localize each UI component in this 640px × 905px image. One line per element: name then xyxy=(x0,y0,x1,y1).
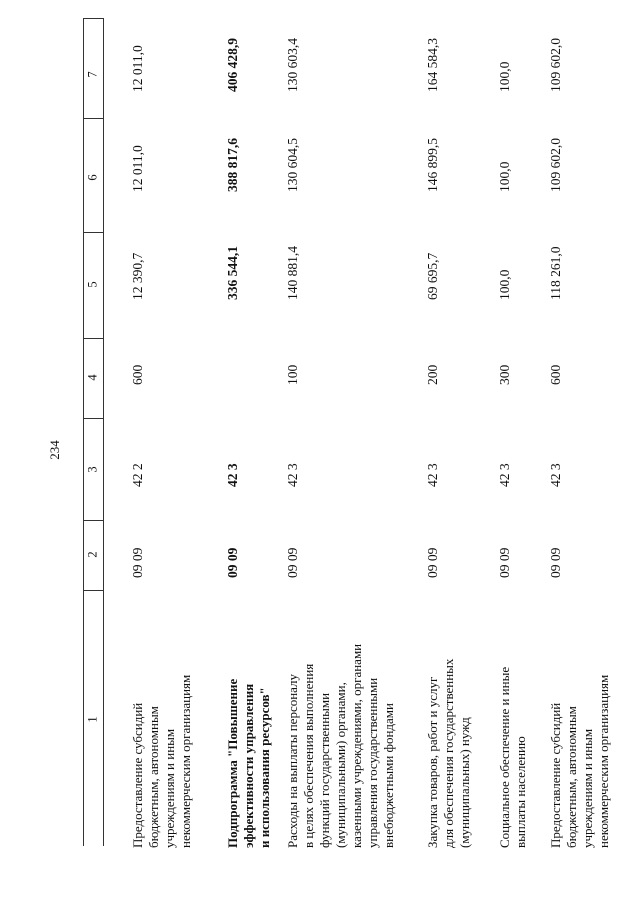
row-cell-c2: 09 09 xyxy=(285,547,300,578)
col-sep xyxy=(83,338,103,339)
row-name-line: бюджетным, автономным xyxy=(146,706,161,848)
row-cell-c6: 388 817,6 xyxy=(225,138,240,192)
row-name-line: Подпрограмма "Повышение xyxy=(225,678,240,848)
row-name-line: (муниципальными) органами, xyxy=(333,682,348,848)
column-header-5: 5 xyxy=(85,281,100,288)
row-name-line: некоммерческим организациям xyxy=(596,674,611,848)
row-name-line: Закупка товаров, работ и услуг xyxy=(425,676,440,848)
row-cell-c5: 140 881,4 xyxy=(285,246,300,300)
row-name-line: Расходы на выплаты персоналу xyxy=(285,673,300,848)
row-cell-c3: 42 2 xyxy=(130,463,145,487)
row-cell-c4: 100 xyxy=(285,364,300,385)
row-cell-c7: 164 584,3 xyxy=(425,38,440,92)
col-sep xyxy=(83,520,103,521)
row-cell-c6: 146 899,5 xyxy=(425,138,440,192)
row-cell-c7: 406 428,9 xyxy=(225,38,240,92)
column-header-3: 3 xyxy=(85,466,100,473)
row-name-line: Предоставление субсидий xyxy=(130,702,145,848)
row-cell-c7: 12 011,0 xyxy=(130,45,145,92)
column-header-4: 4 xyxy=(85,374,100,381)
row-name-line: бюджетным, автономным xyxy=(564,706,579,848)
row-name-line: управления государственными xyxy=(365,677,380,848)
row-name-line: Предоставление субсидий xyxy=(548,702,563,848)
row-name-line: казенными учреждениями, органами xyxy=(349,643,364,848)
row-name-line: выплаты населению xyxy=(513,736,528,848)
row-cell-c3: 42 3 xyxy=(425,463,440,487)
col-sep xyxy=(83,118,103,119)
column-header-1: 1 xyxy=(85,716,100,723)
page-number: 234 xyxy=(47,440,62,460)
col-sep xyxy=(83,590,103,591)
row-cell-c4: 600 xyxy=(548,364,563,385)
col-sep xyxy=(83,418,103,419)
col-sep xyxy=(83,232,103,233)
column-header-6: 6 xyxy=(85,174,100,181)
column-header-7: 7 xyxy=(85,71,100,78)
row-cell-c2: 09 09 xyxy=(497,547,512,578)
col-sep xyxy=(83,18,103,19)
row-cell-c3: 42 3 xyxy=(497,463,512,487)
row-cell-c6: 109 602,0 xyxy=(548,138,563,192)
row-cell-c3: 42 3 xyxy=(285,463,300,487)
row-name-line: в целях обеспечения выполнения xyxy=(301,663,316,848)
row-name-line: внебюджетными фондами xyxy=(381,703,396,848)
row-name-line: (муниципальных) нужд xyxy=(457,717,472,848)
row-cell-c4: 300 xyxy=(497,364,512,385)
row-cell-c5: 12 390,7 xyxy=(130,252,145,300)
row-cell-c7: 100,0 xyxy=(497,61,512,92)
header-top-line xyxy=(83,18,84,846)
row-name-line: для обеспечения государственных xyxy=(441,658,456,848)
row-cell-c5: 69 695,7 xyxy=(425,252,440,300)
row-name-line: и использования ресурсов" xyxy=(257,687,272,848)
row-cell-c4: 600 xyxy=(130,364,145,385)
row-cell-c2: 09 09 xyxy=(225,547,240,578)
row-name-line: учреждениям и иным xyxy=(580,728,595,848)
row-cell-c3: 42 3 xyxy=(548,463,563,487)
row-cell-c6: 12 011,0 xyxy=(130,145,145,192)
row-cell-c3: 42 3 xyxy=(225,463,240,487)
row-name-line: эффективности управления xyxy=(241,683,256,848)
row-cell-c2: 09 09 xyxy=(548,547,563,578)
row-name-line: некоммерческим организациям xyxy=(178,674,193,848)
row-cell-c4: 200 xyxy=(425,364,440,385)
column-header-2: 2 xyxy=(85,551,100,558)
row-name-line: функций государственными xyxy=(317,692,332,848)
row-cell-c7: 130 603,4 xyxy=(285,38,300,92)
row-cell-c5: 118 261,0 xyxy=(548,246,563,300)
row-cell-c6: 100,0 xyxy=(497,161,512,192)
row-cell-c6: 130 604,5 xyxy=(285,138,300,192)
row-cell-c7: 109 602,0 xyxy=(548,38,563,92)
row-cell-c5: 336 544,1 xyxy=(225,246,240,300)
row-cell-c2: 09 09 xyxy=(130,547,145,578)
header-bottom-line xyxy=(103,18,104,846)
row-cell-c5: 100,0 xyxy=(497,269,512,300)
row-name-line: Социальное обеспечение и иные xyxy=(497,666,512,848)
row-name-line: учреждениям и иным xyxy=(162,728,177,848)
row-cell-c2: 09 09 xyxy=(425,547,440,578)
